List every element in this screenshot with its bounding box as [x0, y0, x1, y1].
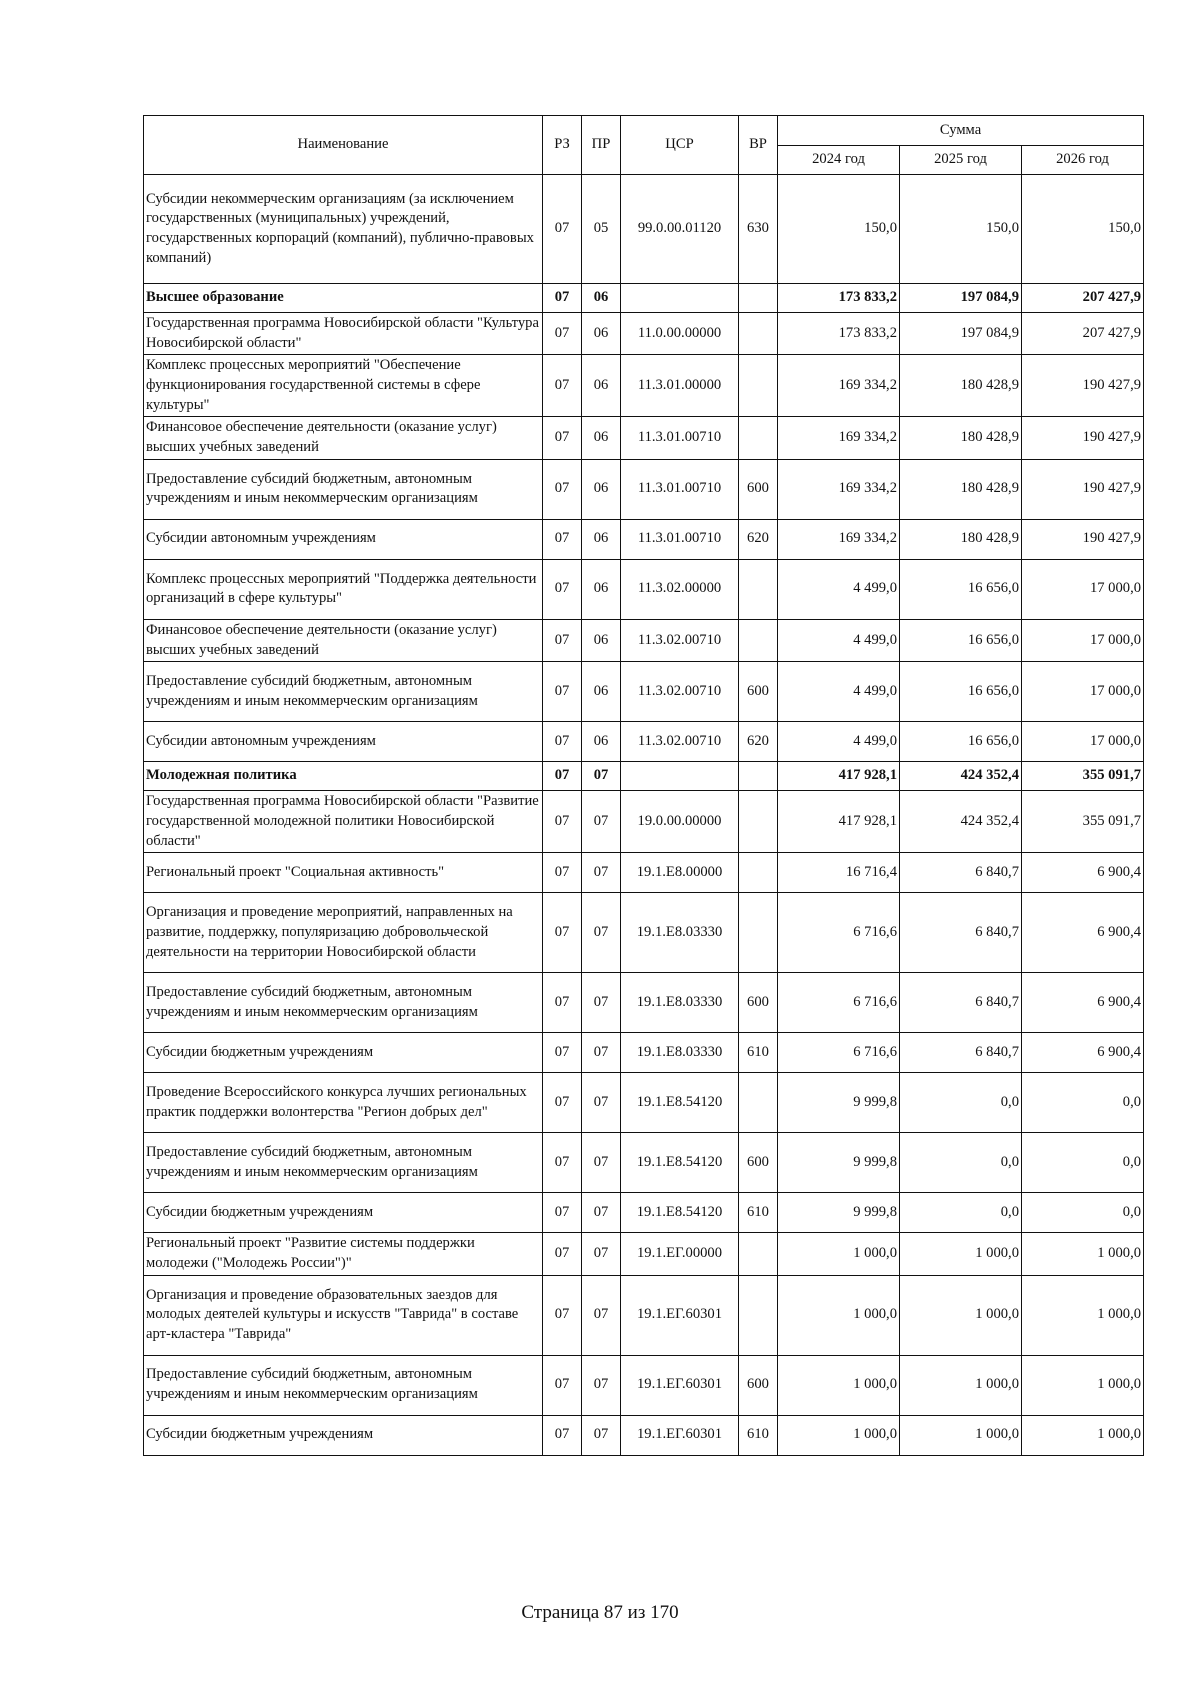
cell-sum-2026: 207 427,9 [1022, 284, 1144, 313]
cell-sum-2024: 1 000,0 [778, 1355, 900, 1415]
cell-sum-2025: 1 000,0 [900, 1233, 1022, 1275]
budget-table-sheet [143, 115, 1143, 1456]
cell-rz: 07 [543, 893, 582, 973]
cell-rz: 07 [543, 459, 582, 519]
table-row [144, 313, 1144, 355]
header-sum: Сумма [778, 116, 1144, 146]
table-row [144, 791, 1144, 853]
cell-sum-2024: 169 334,2 [778, 459, 900, 519]
table-row [144, 1233, 1144, 1275]
cell-sum-2025: 1 000,0 [900, 1355, 1022, 1415]
cell-sum-2025: 197 084,9 [900, 284, 1022, 313]
cell-csr: 99.0.00.01120 [621, 175, 739, 284]
table-section-row [144, 284, 1144, 313]
header-year-2024: 2024 год [778, 146, 900, 175]
cell-pr: 07 [582, 1355, 621, 1415]
cell-csr: 19.1.E8.00000 [621, 853, 739, 893]
cell-name: Региональный проект "Социальная активность" [144, 853, 543, 893]
cell-sum-2026: 6 900,4 [1022, 1033, 1144, 1073]
cell-sum-2026: 1 000,0 [1022, 1355, 1144, 1415]
cell-vr: 600 [739, 1355, 778, 1415]
cell-sum-2025: 150,0 [900, 175, 1022, 284]
cell-sum-2024: 6 716,6 [778, 893, 900, 973]
cell-name: Субсидии некоммерческим организациям (за исключением государственных (муниципальных) учреждений, государственных корпораций (компаний), публично-правовых компаний) [144, 175, 543, 284]
cell-name: Финансовое обеспечение деятельности (оказание услуг) высших учебных заведений [144, 619, 543, 661]
cell-vr: 610 [739, 1033, 778, 1073]
cell-sum-2025: 6 840,7 [900, 1033, 1022, 1073]
cell-name: Предоставление субсидий бюджетным, автономным учреждениям и иным некоммерческим организациям [144, 1355, 543, 1415]
cell-rz: 07 [543, 973, 582, 1033]
cell-rz: 07 [543, 791, 582, 853]
table-row [144, 722, 1144, 762]
cell-sum-2024: 6 716,6 [778, 1033, 900, 1073]
cell-sum-2024: 16 716,4 [778, 853, 900, 893]
header-year-2025: 2025 год [900, 146, 1022, 175]
header-csr: ЦСР [621, 116, 739, 175]
cell-pr: 06 [582, 519, 621, 559]
table-row [144, 175, 1144, 284]
cell-pr: 06 [582, 417, 621, 459]
cell-csr: 11.3.01.00000 [621, 355, 739, 417]
cell-csr: 11.3.02.00000 [621, 559, 739, 619]
cell-sum-2024: 417 928,1 [778, 762, 900, 791]
cell-csr: 19.1.E8.54120 [621, 1133, 739, 1193]
cell-csr: 11.0.00.00000 [621, 313, 739, 355]
cell-sum-2024: 150,0 [778, 175, 900, 284]
cell-vr [739, 355, 778, 417]
cell-vr: 600 [739, 973, 778, 1033]
cell-sum-2024: 417 928,1 [778, 791, 900, 853]
cell-sum-2025: 6 840,7 [900, 973, 1022, 1033]
cell-pr: 06 [582, 459, 621, 519]
cell-vr [739, 791, 778, 853]
cell-sum-2025: 0,0 [900, 1073, 1022, 1133]
cell-pr: 07 [582, 762, 621, 791]
cell-pr: 07 [582, 1415, 621, 1455]
cell-pr: 06 [582, 559, 621, 619]
cell-rz: 07 [543, 1033, 582, 1073]
cell-csr: 19.0.00.00000 [621, 791, 739, 853]
cell-csr: 19.1.E8.54120 [621, 1193, 739, 1233]
cell-pr: 07 [582, 1133, 621, 1193]
cell-vr [739, 1233, 778, 1275]
cell-pr: 06 [582, 355, 621, 417]
table-row [144, 973, 1144, 1033]
cell-csr: 11.3.02.00710 [621, 619, 739, 661]
cell-sum-2025: 1 000,0 [900, 1275, 1022, 1355]
cell-sum-2024: 9 999,8 [778, 1073, 900, 1133]
cell-sum-2025: 197 084,9 [900, 313, 1022, 355]
cell-csr: 11.3.01.00710 [621, 417, 739, 459]
cell-name: Субсидии бюджетным учреждениям [144, 1033, 543, 1073]
cell-sum-2024: 169 334,2 [778, 519, 900, 559]
cell-rz: 07 [543, 619, 582, 661]
cell-name: Предоставление субсидий бюджетным, автономным учреждениям и иным некоммерческим организациям [144, 662, 543, 722]
cell-sum-2026: 190 427,9 [1022, 417, 1144, 459]
cell-rz: 07 [543, 1073, 582, 1133]
cell-sum-2026: 0,0 [1022, 1073, 1144, 1133]
table-row [144, 1133, 1144, 1193]
budget-table-body [144, 175, 1144, 1456]
cell-vr [739, 284, 778, 313]
cell-sum-2026: 1 000,0 [1022, 1275, 1144, 1355]
table-row [144, 662, 1144, 722]
cell-sum-2024: 173 833,2 [778, 313, 900, 355]
cell-sum-2025: 16 656,0 [900, 662, 1022, 722]
cell-name: Организация и проведение образовательных заездов для молодых деятелей культуры и искусств "Таврида" в составе арт-кластера "Таврида" [144, 1275, 543, 1355]
cell-csr: 11.3.01.00710 [621, 519, 739, 559]
cell-sum-2026: 17 000,0 [1022, 722, 1144, 762]
cell-sum-2026: 0,0 [1022, 1133, 1144, 1193]
cell-name: Государственная программа Новосибирской области "Культура Новосибирской области" [144, 313, 543, 355]
cell-sum-2026: 1 000,0 [1022, 1233, 1144, 1275]
cell-sum-2025: 6 840,7 [900, 893, 1022, 973]
cell-sum-2024: 9 999,8 [778, 1193, 900, 1233]
cell-sum-2025: 424 352,4 [900, 791, 1022, 853]
cell-rz: 07 [543, 313, 582, 355]
cell-csr: 19.1.E8.03330 [621, 893, 739, 973]
cell-rz: 07 [543, 1415, 582, 1455]
cell-rz: 07 [543, 1233, 582, 1275]
header-vr: ВР [739, 116, 778, 175]
cell-vr: 600 [739, 459, 778, 519]
cell-sum-2026: 190 427,9 [1022, 459, 1144, 519]
cell-vr: 620 [739, 519, 778, 559]
cell-rz: 07 [543, 559, 582, 619]
page-number: Страница 87 из 170 [521, 1602, 679, 1623]
cell-sum-2025: 16 656,0 [900, 559, 1022, 619]
cell-sum-2025: 1 000,0 [900, 1415, 1022, 1455]
cell-name: Региональный проект "Развитие системы поддержки молодежи ("Молодежь России")" [144, 1233, 543, 1275]
cell-rz: 07 [543, 853, 582, 893]
cell-sum-2026: 17 000,0 [1022, 619, 1144, 661]
cell-sum-2025: 0,0 [900, 1133, 1022, 1193]
cell-vr [739, 1275, 778, 1355]
cell-pr: 06 [582, 313, 621, 355]
cell-pr: 06 [582, 662, 621, 722]
cell-sum-2026: 6 900,4 [1022, 853, 1144, 893]
cell-rz: 07 [543, 417, 582, 459]
cell-csr: 11.3.02.00710 [621, 722, 739, 762]
cell-sum-2024: 169 334,2 [778, 355, 900, 417]
cell-sum-2024: 4 499,0 [778, 662, 900, 722]
cell-sum-2024: 4 499,0 [778, 619, 900, 661]
cell-pr: 06 [582, 284, 621, 313]
cell-name: Государственная программа Новосибирской области "Развитие государственной молодежной политики Новосибирской области" [144, 791, 543, 853]
cell-sum-2024: 6 716,6 [778, 973, 900, 1033]
cell-rz: 07 [543, 1355, 582, 1415]
cell-sum-2024: 9 999,8 [778, 1133, 900, 1193]
cell-sum-2025: 0,0 [900, 1193, 1022, 1233]
cell-name: Финансовое обеспечение деятельности (оказание услуг) высших учебных заведений [144, 417, 543, 459]
cell-vr [739, 559, 778, 619]
budget-table [143, 115, 1144, 1456]
cell-vr: 610 [739, 1415, 778, 1455]
cell-rz: 07 [543, 762, 582, 791]
cell-name: Высшее образование [144, 284, 543, 313]
cell-rz: 07 [543, 355, 582, 417]
table-row [144, 417, 1144, 459]
cell-name: Субсидии бюджетным учреждениям [144, 1415, 543, 1455]
cell-rz: 07 [543, 1193, 582, 1233]
cell-rz: 07 [543, 1133, 582, 1193]
cell-name: Субсидии автономным учреждениям [144, 519, 543, 559]
cell-vr: 600 [739, 662, 778, 722]
cell-sum-2026: 0,0 [1022, 1193, 1144, 1233]
cell-pr: 06 [582, 619, 621, 661]
cell-sum-2025: 180 428,9 [900, 417, 1022, 459]
cell-sum-2026: 6 900,4 [1022, 973, 1144, 1033]
cell-pr: 05 [582, 175, 621, 284]
cell-pr: 07 [582, 1033, 621, 1073]
cell-sum-2025: 16 656,0 [900, 619, 1022, 661]
cell-pr: 07 [582, 1275, 621, 1355]
cell-pr: 07 [582, 893, 621, 973]
cell-name: Предоставление субсидий бюджетным, автономным учреждениям и иным некоммерческим организациям [144, 459, 543, 519]
cell-vr: 600 [739, 1133, 778, 1193]
cell-sum-2025: 16 656,0 [900, 722, 1022, 762]
cell-csr: 19.1.E8.03330 [621, 1033, 739, 1073]
cell-name: Предоставление субсидий бюджетным, автономным учреждениям и иным некоммерческим организациям [144, 973, 543, 1033]
cell-sum-2026: 17 000,0 [1022, 559, 1144, 619]
table-row [144, 459, 1144, 519]
table-row [144, 1073, 1144, 1133]
cell-sum-2026: 207 427,9 [1022, 313, 1144, 355]
cell-name: Предоставление субсидий бюджетным, автономным учреждениям и иным некоммерческим организациям [144, 1133, 543, 1193]
cell-sum-2024: 1 000,0 [778, 1275, 900, 1355]
cell-sum-2026: 6 900,4 [1022, 893, 1144, 973]
cell-sum-2024: 4 499,0 [778, 559, 900, 619]
cell-rz: 07 [543, 1275, 582, 1355]
cell-rz: 07 [543, 722, 582, 762]
cell-name: Комплекс процессных мероприятий "Обеспечение функционирования государственной системы в сфере культуры" [144, 355, 543, 417]
cell-sum-2024: 1 000,0 [778, 1415, 900, 1455]
cell-sum-2024: 4 499,0 [778, 722, 900, 762]
cell-name: Организация и проведение мероприятий, направленных на развитие, поддержку, популяризацию добровольческой деятельности на территории Новосибирской области [144, 893, 543, 973]
cell-sum-2025: 180 428,9 [900, 519, 1022, 559]
cell-csr: 19.1.ЕГ.60301 [621, 1275, 739, 1355]
cell-sum-2025: 180 428,9 [900, 459, 1022, 519]
table-section-row [144, 762, 1144, 791]
table-row [144, 1415, 1144, 1455]
header-rz: РЗ [543, 116, 582, 175]
cell-name: Субсидии бюджетным учреждениям [144, 1193, 543, 1233]
cell-pr: 07 [582, 853, 621, 893]
cell-sum-2026: 17 000,0 [1022, 662, 1144, 722]
table-row [144, 893, 1144, 973]
cell-name: Проведение Всероссийского конкурса лучших региональных практик поддержки волонтерства "Регион добрых дел" [144, 1073, 543, 1133]
table-row [144, 1193, 1144, 1233]
table-row [144, 355, 1144, 417]
cell-csr: 19.1.ЕГ.60301 [621, 1355, 739, 1415]
table-row [144, 1355, 1144, 1415]
cell-rz: 07 [543, 175, 582, 284]
cell-sum-2025: 180 428,9 [900, 355, 1022, 417]
cell-pr: 07 [582, 973, 621, 1033]
cell-vr [739, 619, 778, 661]
cell-csr: 19.1.ЕГ.60301 [621, 1415, 739, 1455]
cell-sum-2024: 173 833,2 [778, 284, 900, 313]
cell-sum-2026: 150,0 [1022, 175, 1144, 284]
cell-csr [621, 284, 739, 313]
cell-vr [739, 893, 778, 973]
table-row [144, 1033, 1144, 1073]
table-row [144, 519, 1144, 559]
table-row [144, 853, 1144, 893]
cell-pr: 07 [582, 791, 621, 853]
cell-sum-2026: 355 091,7 [1022, 791, 1144, 853]
cell-pr: 07 [582, 1233, 621, 1275]
cell-csr: 11.3.02.00710 [621, 662, 739, 722]
cell-sum-2026: 355 091,7 [1022, 762, 1144, 791]
cell-name: Молодежная политика [144, 762, 543, 791]
cell-name: Комплекс процессных мероприятий "Поддержка деятельности организаций в сфере культуры" [144, 559, 543, 619]
cell-sum-2026: 190 427,9 [1022, 355, 1144, 417]
cell-vr: 610 [739, 1193, 778, 1233]
cell-vr: 620 [739, 722, 778, 762]
cell-rz: 07 [543, 519, 582, 559]
cell-pr: 06 [582, 722, 621, 762]
cell-vr [739, 762, 778, 791]
header-pr: ПР [582, 116, 621, 175]
cell-csr: 19.1.E8.54120 [621, 1073, 739, 1133]
cell-rz: 07 [543, 284, 582, 313]
cell-csr [621, 762, 739, 791]
cell-sum-2025: 6 840,7 [900, 853, 1022, 893]
cell-vr: 630 [739, 175, 778, 284]
cell-csr: 19.1.E8.03330 [621, 973, 739, 1033]
cell-rz: 07 [543, 662, 582, 722]
table-row [144, 1275, 1144, 1355]
cell-vr [739, 853, 778, 893]
cell-sum-2026: 1 000,0 [1022, 1415, 1144, 1455]
cell-name: Субсидии автономным учреждениям [144, 722, 543, 762]
cell-pr: 07 [582, 1073, 621, 1133]
cell-sum-2024: 169 334,2 [778, 417, 900, 459]
cell-sum-2025: 424 352,4 [900, 762, 1022, 791]
cell-csr: 19.1.ЕГ.00000 [621, 1233, 739, 1275]
cell-vr [739, 417, 778, 459]
cell-pr: 07 [582, 1193, 621, 1233]
table-row [144, 619, 1144, 661]
header-name: Наименование [144, 116, 543, 175]
header-year-2026: 2026 год [1022, 146, 1144, 175]
table-row [144, 559, 1144, 619]
cell-sum-2024: 1 000,0 [778, 1233, 900, 1275]
cell-csr: 11.3.01.00710 [621, 459, 739, 519]
cell-sum-2026: 190 427,9 [1022, 519, 1144, 559]
cell-vr [739, 313, 778, 355]
cell-vr [739, 1073, 778, 1133]
